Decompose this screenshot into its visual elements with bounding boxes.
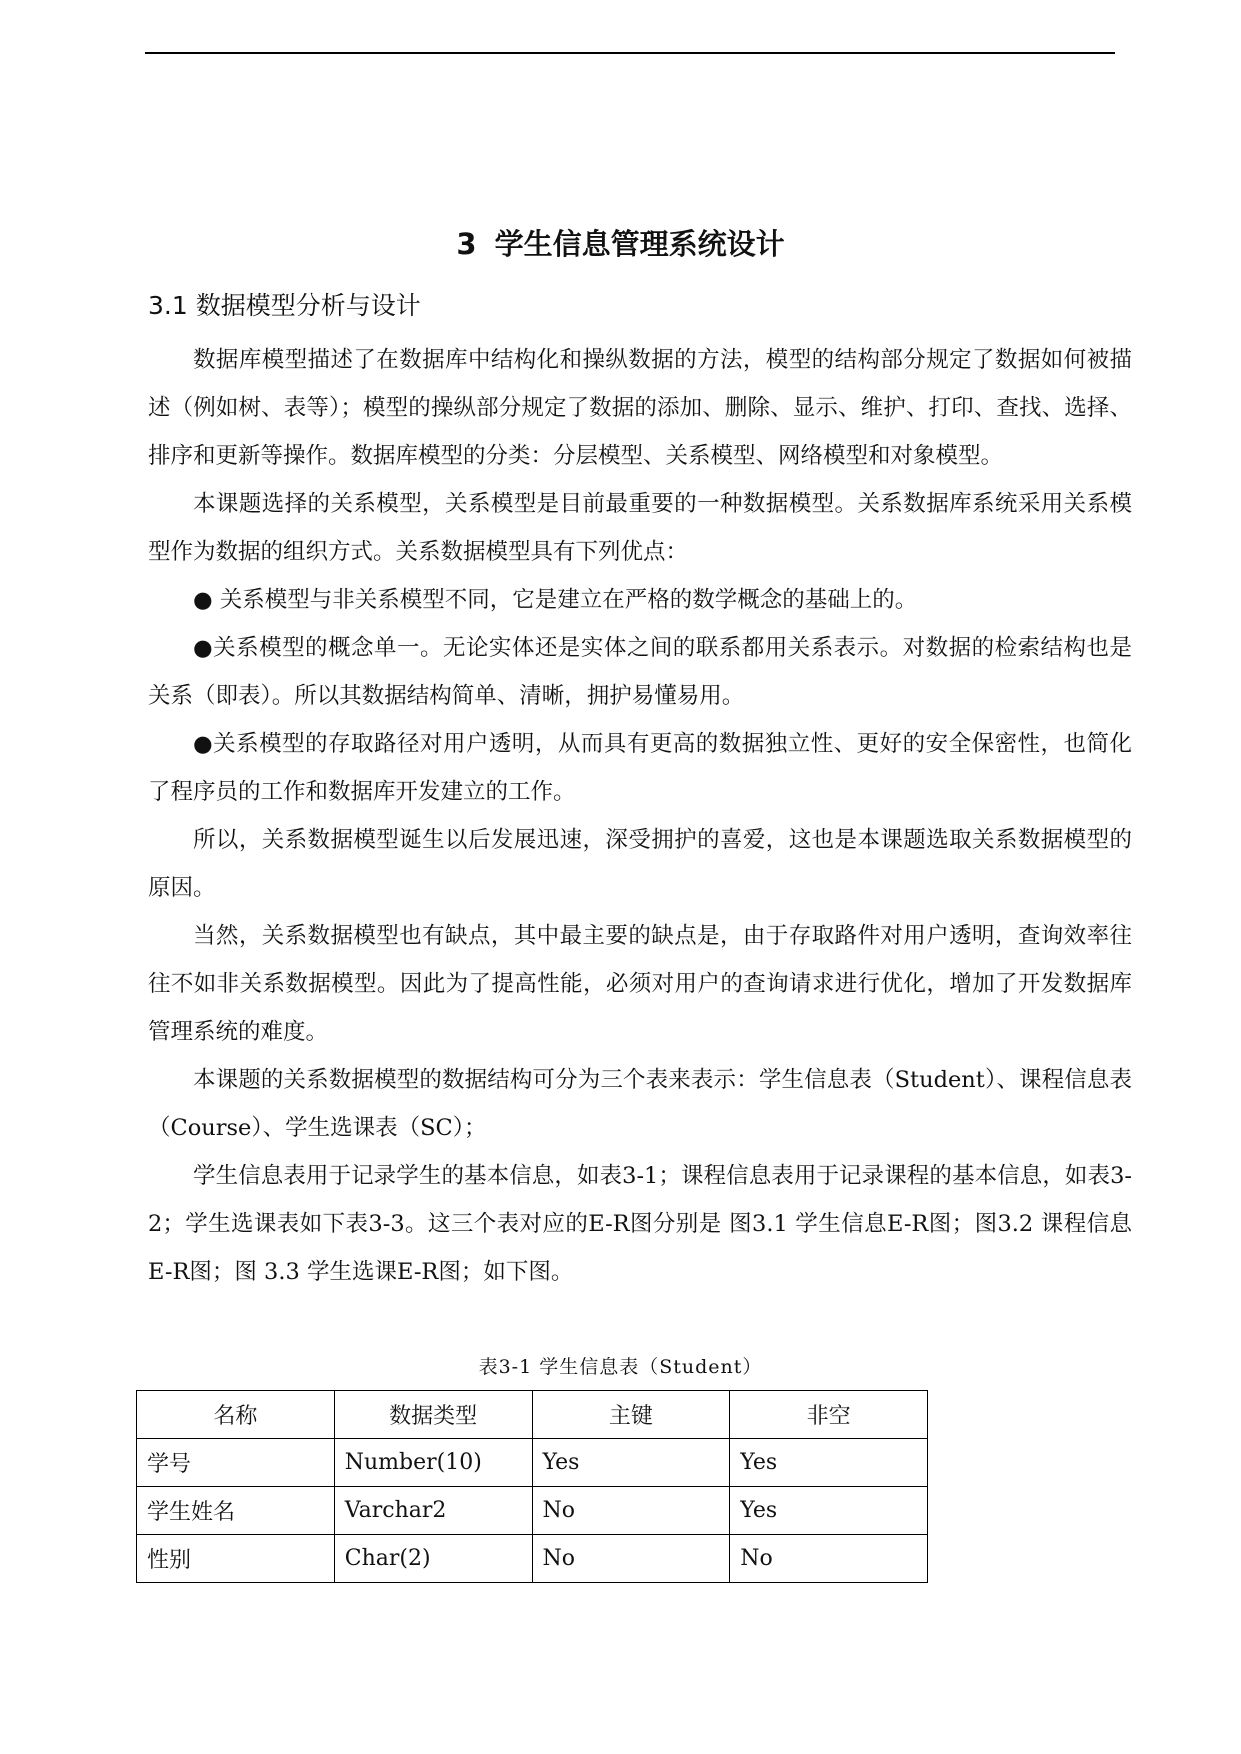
student-table: [136, 1390, 928, 1583]
table-cell: 学生姓名: [137, 1487, 335, 1535]
bullet-paragraph: ●关系模型的存取路径对用户透明，从而具有更高的数据独立性、更好的安全保密性，也简化了程序员的工作和数据库开发建立的工作。: [148, 731, 1132, 805]
chapter-title: [0, 222, 1241, 263]
table-cell: Char(2): [334, 1535, 532, 1583]
paragraph: 所以，关系数据模型诞生以后发展迅速，深受拥护的喜爱，这也是本课题选取关系数据模型的原因。: [148, 827, 1132, 901]
table-cell: Yes: [532, 1439, 730, 1487]
table-row: [137, 1535, 928, 1583]
table-cell: 学号: [137, 1439, 335, 1487]
table-header-row: [137, 1391, 928, 1439]
table-caption: 表3-1 学生信息表（Student）: [478, 1356, 763, 1378]
table-row: [137, 1487, 928, 1535]
column-header: 名称: [137, 1391, 335, 1439]
header-rule: [145, 52, 1115, 54]
bullet-paragraph: ● 关系模型与非关系模型不同，它是建立在严格的数学概念的基础上的。: [193, 587, 918, 613]
table-cell: No: [730, 1535, 928, 1583]
table-cell: No: [532, 1535, 730, 1583]
table-cell: Varchar2: [334, 1487, 532, 1535]
section-title: 3.1 数据模型分析与设计: [148, 291, 421, 320]
table-cell: 性别: [137, 1535, 335, 1583]
paragraph: 本课题的关系数据模型的数据结构可分为三个表来表示：学生信息表（Student）、课程信息表（Course）、学生选课表（SC）；: [148, 1067, 1132, 1141]
table-cell: No: [532, 1487, 730, 1535]
paragraph: 本课题选择的关系模型，关系模型是目前最重要的一种数据模型。关系数据库系统采用关系模型作为数据的组织方式。关系数据模型具有下列优点：: [148, 491, 1132, 565]
table-cell: Yes: [730, 1487, 928, 1535]
paragraph: 当然，关系数据模型也有缺点，其中最主要的缺点是，由于存取路件对用户透明，查询效率往往不如非关系数据模型。因此为了提高性能，必须对用户的查询请求进行优化，增加了开发数据库管理系统的难度。: [148, 923, 1132, 1045]
paragraph: 数据库模型描述了在数据库中结构化和操纵数据的方法，模型的结构部分规定了数据如何被描述（例如树、表等）；模型的操纵部分规定了数据的添加、删除、显示、维护、打印、查找、选择、排序和更新等操作。数据库模型的分类：分层模型、关系模型、网络模型和对象模型。: [148, 347, 1132, 469]
column-header: 数据类型: [334, 1391, 532, 1439]
body-text: [148, 336, 1132, 1296]
chapter-title-text: 学生信息管理系统设计: [494, 227, 785, 261]
paragraph: 学生信息表用于记录学生的基本信息，如表3-1；课程信息表用于记录课程的基本信息，如表3-2；学生选课表如下表3-3。这三个表对应的E-R图分别是 图3.1 学生信息E-R图；图3.2 课程信息E-R图；图 3.3 学生选课E-R图；如下图。: [148, 1163, 1132, 1285]
column-header: 非空: [730, 1391, 928, 1439]
chapter-number: 3: [456, 227, 477, 261]
table-row: [137, 1439, 928, 1487]
table-cell: Number(10): [334, 1439, 532, 1487]
table-cell: Yes: [730, 1439, 928, 1487]
bullet-paragraph: ●关系模型的概念单一。无论实体还是实体之间的联系都用关系表示。对数据的检索结构也是关系（即表）。所以其数据结构简单、清晰，拥护易懂易用。: [148, 635, 1132, 709]
column-header: 主键: [532, 1391, 730, 1439]
